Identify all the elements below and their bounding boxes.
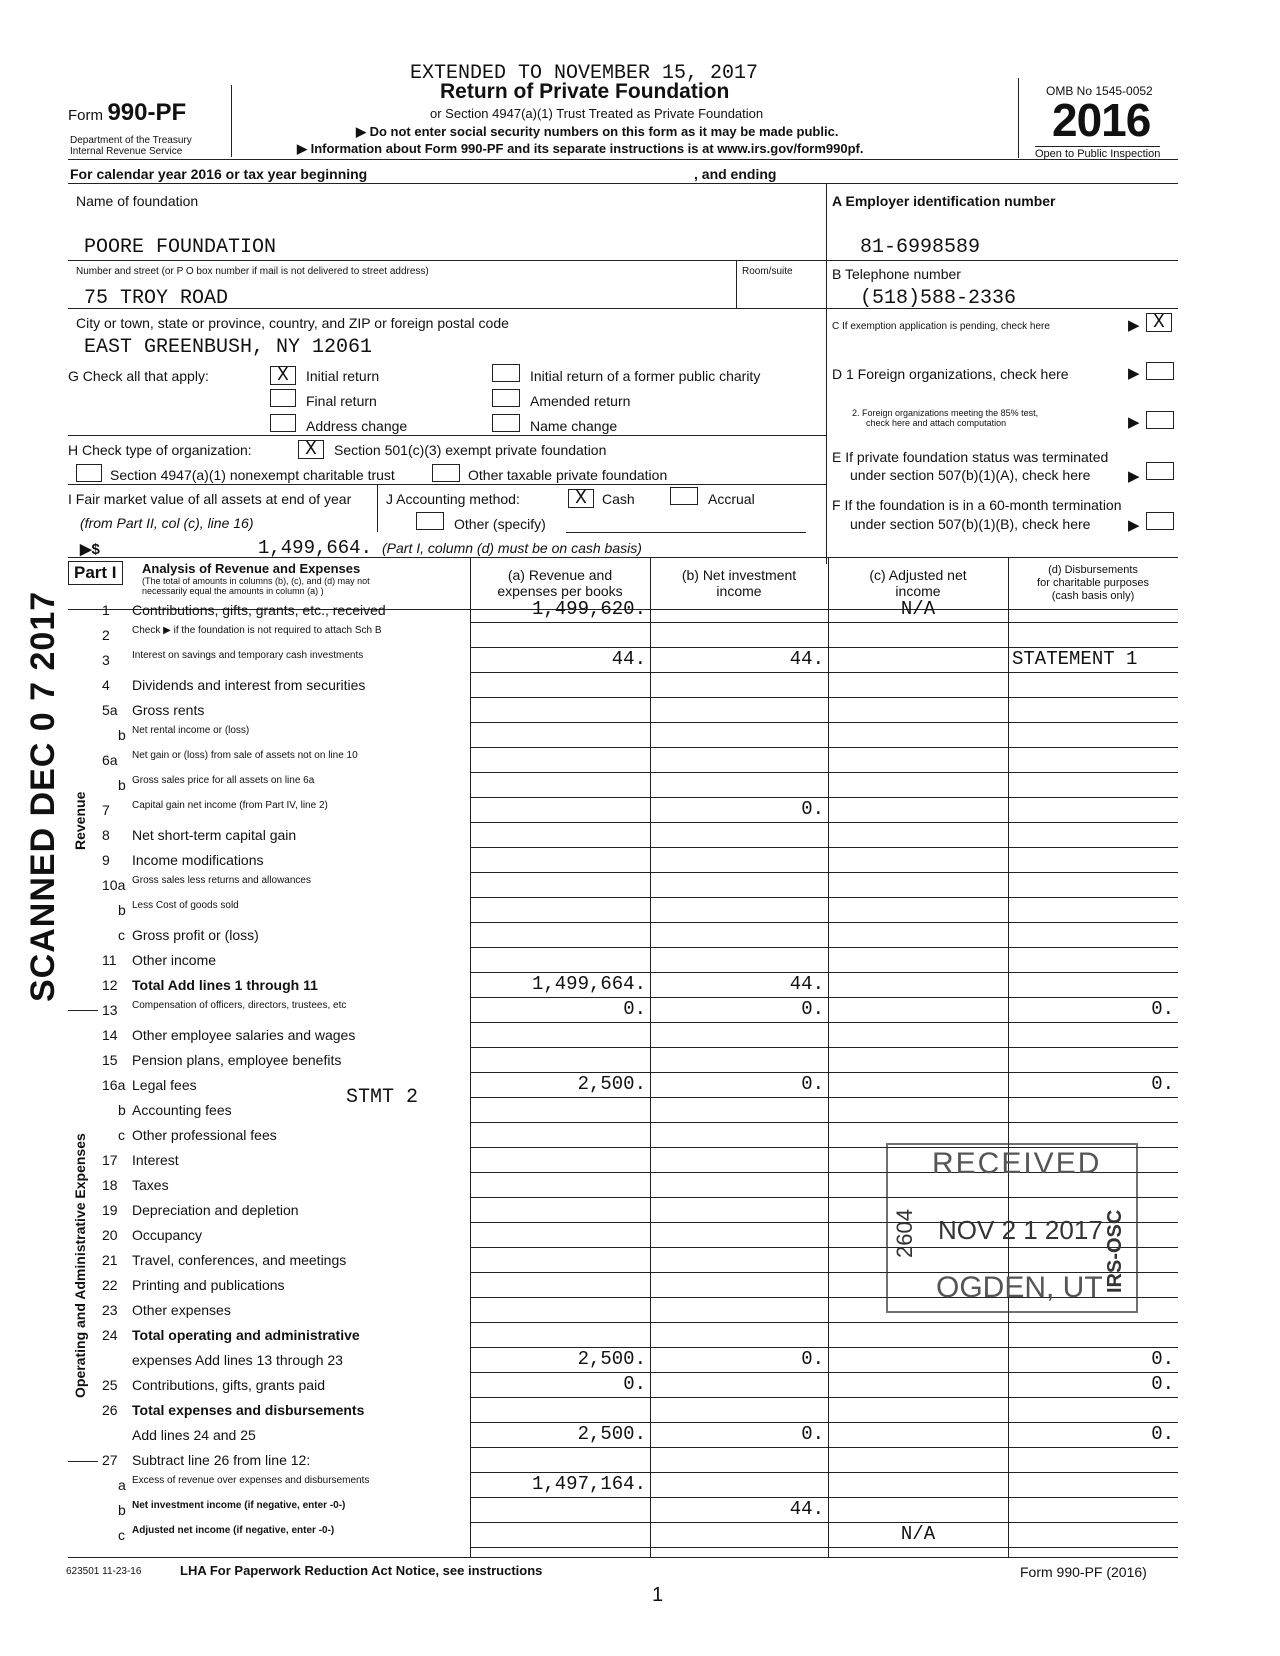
col-d-line2: for charitable purposes [1037,577,1149,589]
line-label: Other professional fees [132,1127,277,1143]
line-number: 16a [102,1077,126,1093]
address-change-label: Address change [306,418,408,434]
row-rule [470,697,1178,698]
cell-d: STATEMENT 1 [1012,648,1138,670]
line-number: 5a [102,702,118,718]
other-method-checkbox[interactable] [416,512,444,530]
fmv-dollar: ▶$ [80,541,100,558]
other-taxable-checkbox[interactable] [432,464,460,482]
line-label: Gross rents [132,702,205,718]
initial-return-checkbox[interactable]: X [270,366,296,385]
scanned-stamp: SCANNED DEC 0 7 2017 [24,590,62,1002]
line-number: 3 [102,652,110,668]
line-label: Travel, conferences, and meetings [132,1252,347,1268]
line-label: Other employee salaries and wages [132,1027,356,1043]
row-rule [470,947,1178,948]
footer-code: 623501 11-23-16 [66,1566,142,1577]
line-label: Depreciation and depletion [132,1202,299,1218]
part1-sub1: (The total of amounts in columns (b), (c), and (d) may not [142,576,370,586]
omb-number: OMB No 1545-0052 [1046,84,1153,98]
extended-notice: EXTENDED TO NOVEMBER 15, 2017 [410,62,759,85]
line-label: Interest [132,1152,179,1168]
ein-value: 81-6998589 [860,236,981,259]
cell-a: 1,497,164. [531,1473,646,1495]
foreign-org-checkbox[interactable] [1146,362,1174,380]
row-rule [470,1322,1178,1323]
city-value: EAST GREENBUSH, NY 12061 [84,336,373,359]
phone-value: (518)588-2336 [860,287,1017,310]
cell-d: 0. [1151,1373,1174,1395]
calendar-ending: , and ending [694,166,777,182]
line-number: 18 [102,1177,118,1193]
header-left-divider [231,85,232,157]
line-label: Net investment income (if negative, enter -0-) [132,1500,346,1511]
line-label: Printing and publications [132,1277,285,1293]
line-number: 9 [102,852,110,868]
cash-basis-note: (Part I, column (d) must be on cash basis) [382,540,642,556]
line-label: Gross sales less returns and allowances [132,875,311,886]
part1-tag: Part I [68,561,123,585]
arrow-icon: ▶ [1128,317,1140,334]
line-number: 8 [102,827,110,843]
amended-return-label: Amended return [530,393,631,409]
right-col-divider [826,183,827,564]
terminated-label-1: E If private foundation status was terminated [832,449,1109,465]
line-number: 20 [102,1227,118,1243]
address-change-checkbox[interactable] [270,414,296,432]
60month-checkbox[interactable] [1146,512,1174,530]
col-b-header [650,567,828,599]
cell-b: 0. [801,998,824,1020]
foundation-name: POORE FOUNDATION [84,236,277,259]
cell-a: 1,499,620. [531,598,646,620]
room-divider [736,260,737,308]
row-rule [470,1022,1178,1023]
line-label: Total expenses and disbursements [132,1402,365,1418]
line-number: 4 [102,677,110,693]
line-label: Legal fees [132,1077,197,1093]
line-label: Net gain or (loss) from sale of assets not on line 10 [132,750,358,761]
received-code: 2604 [892,1209,917,1258]
line-label: Interest on savings and temporary cash investments [132,650,364,661]
phone-label: B Telephone number [832,266,961,282]
col-a-line2: expenses per books [497,583,623,599]
street-label: Number and street (or P O box number if mail is not delivered to street address) [76,266,429,277]
street-value: 75 TROY ROAD [84,287,229,310]
cell-d: 0. [1151,1073,1174,1095]
line-number: b [118,727,126,743]
60month-label-2: under section 507(b)(1)(B), check here [850,516,1091,532]
footer-form: Form 990-PF (2016) [1020,1564,1147,1580]
received-city: OGDEN, UT [936,1271,1103,1304]
fmv-value: 1,499,664. [257,537,372,559]
line-number: 17 [102,1152,118,1168]
col-a-header [470,567,650,599]
col-divider-c [828,557,829,1557]
arrow-icon: ▶ [1128,517,1140,534]
line-label: Other expenses [132,1302,231,1318]
line-number: 11 [102,952,117,968]
line-label: Occupancy [132,1227,203,1243]
cash-label: Cash [602,491,635,507]
form-title: Return of Private Foundation [440,80,730,103]
line-label: Net short-term capital gain [132,827,297,843]
col-c-header [828,567,1008,599]
60month-label-1: F If the foundation is in a 60-month termination [832,497,1122,513]
line-number: 25 [102,1377,118,1393]
rule [68,484,826,485]
row-rule [470,872,1178,873]
line-number: 22 [102,1277,118,1293]
cell-d: 0. [1151,1423,1174,1445]
line-label: Accounting fees [132,1102,232,1118]
line-number: 26 [102,1402,118,1418]
line-label: Compensation of officers, directors, trustees, etc [132,1000,347,1011]
cell-a: 0. [623,998,646,1020]
cell-b: 44. [789,1498,824,1520]
h-label: H Check type of organization: [68,442,252,458]
line-label: Net rental income or (loss) [132,725,250,736]
ein-label: A Employer identification number [832,193,1056,209]
fmv-label-1: I Fair market value of all assets at end of year [68,491,352,507]
other-taxable-label: Other taxable private foundation [468,467,668,483]
line-label: Total Add lines 1 through 11 [132,977,318,993]
row-rule [470,1497,1178,1498]
page-number: 1 [652,1584,664,1606]
form-label [68,99,186,127]
line-number: 24 [102,1327,118,1343]
row-rule [470,1547,1178,1548]
col-d-line1: (d) Disbursements [1048,564,1138,576]
foreign-org-label: D 1 Foreign organizations, check here [832,366,1069,382]
line-number: b [118,902,126,918]
line-number: 14 [102,1027,118,1043]
line-label: Contributions, gifts, grants paid [132,1377,325,1393]
initial-return-label: Initial return [306,368,380,384]
final-return-checkbox[interactable] [270,389,296,407]
cell-d: 0. [1151,1348,1174,1370]
line-label: Less Cost of goods sold [132,900,239,911]
line-number: 21 [102,1252,118,1268]
col-a-line1: (a) Revenue and [507,567,613,583]
rule [68,260,1178,261]
footer-lha: LHA For Paperwork Reduction Act Notice, see instructions [180,1563,543,1578]
amended-return-checkbox[interactable] [492,389,520,407]
info-notice: ▶ Information about Form 990-PF and its separate instructions is at www.irs.gov/form990pf. [297,141,864,156]
501c3-checkbox[interactable]: X [298,440,324,459]
line-number: 7 [102,802,110,818]
city-label: City or town, state or province, country, and ZIP or foreign postal code [76,315,509,331]
cell-b: 0. [801,1348,824,1370]
row-rule [470,1397,1178,1398]
cell-c: N/A [900,1523,936,1545]
line-number: 23 [102,1302,118,1318]
row-rule [470,722,1178,723]
line-number: c [118,927,125,943]
g-label: G Check all that apply: [68,368,209,384]
cell-a: 44. [611,648,646,670]
form-prefix: Form [68,107,103,124]
row-rule [470,797,1178,798]
row-rule [470,822,1178,823]
other-method-label: Other (specify) [454,516,546,532]
calendar-label: For calendar year 2016 or tax year beginning [70,166,368,182]
initial-former-checkbox[interactable] [492,364,520,382]
line-number: b [118,777,126,793]
irs-osc: IRS-OSC [1104,1209,1126,1293]
rule [68,435,826,436]
cash-checkbox[interactable]: X [568,489,594,508]
cell-b: 44. [789,648,824,670]
line-label: Dividends and interest from securities [132,677,366,693]
row-rule [470,622,1178,623]
calendar-rule [68,183,1178,184]
header-right-divider [1018,78,1019,158]
line-label: Income modifications [132,852,264,868]
line-number: 27 [102,1452,118,1468]
exemption-pending-checkbox[interactable]: X [1146,313,1172,332]
line-label: Total operating and administrative [132,1327,360,1343]
cell-a: 1,499,664. [531,973,646,995]
line-number: a [118,1477,126,1493]
ij-divider [377,484,378,532]
line-number: b [118,1502,126,1518]
col-b-line2: income [716,583,762,599]
row-rule [470,672,1178,673]
received-date: NOV 2 1 2017 [938,1215,1103,1245]
cell-b: 0. [801,1073,824,1095]
terminated-label-2: under section 507(b)(1)(A), check here [850,467,1091,483]
col-b-line1: (b) Net investment [681,567,797,583]
stmt2-ref: STMT 2 [346,1086,419,1109]
fmv-label-2: (from Part II, col (c), line 16) [80,515,254,531]
line-number: 12 [102,977,118,993]
tax-year: 2016 [1052,94,1151,146]
row-rule [470,897,1178,898]
4947-label: Section 4947(a)(1) nonexempt charitable trust [110,467,395,483]
name-label: Name of foundation [76,193,199,209]
part1-title: Analysis of Revenue and Expenses [142,561,361,576]
line-label: Other income [132,952,217,968]
open-public: Open to Public Inspection [1035,148,1161,160]
arrow-icon: ▶ [1128,468,1140,485]
cell-a: 2,500. [577,1073,646,1095]
section-rule [68,1010,98,1011]
cell-b: 0. [801,1423,824,1445]
line-label: Excess of revenue over expenses and disbursements [132,1475,370,1486]
arrow-icon: ▶ [1128,414,1140,431]
arrow-icon: ▶ [1128,365,1140,382]
rule [68,557,1178,558]
row-rule [470,772,1178,773]
line-label: Gross sales price for all assets on line 6a [132,775,315,786]
footer-rule [68,1557,1178,1558]
col-divider-b [650,557,651,1557]
row-rule [470,922,1178,923]
line-number: c [118,1527,125,1543]
cell-a: 2,500. [577,1423,646,1445]
row-rule [470,1122,1178,1123]
accrual-checkbox[interactable] [670,487,698,505]
received-stamp [886,1143,1138,1313]
row-rule [470,1522,1178,1523]
col-d-header [1008,564,1178,603]
department: Department of the Treasury [70,135,192,146]
other-specify-line [566,532,806,533]
line-number: 10a [102,877,126,893]
exemption-pending-label: C If exemption application is pending, check here [832,321,1050,332]
line-number: b [118,1102,126,1118]
row-rule [470,847,1178,848]
row-rule [470,1047,1178,1048]
col-c-line1: (c) Adjusted net [869,567,967,583]
name-change-label: Name change [530,418,618,434]
col-divider-a [470,557,471,1557]
form-subtitle: or Section 4947(a)(1) Trust Treated as Private Foundation [430,106,764,121]
form-number: 990-PF [107,99,187,126]
revenue-side-label: Revenue [72,791,88,850]
irs: Internal Revenue Service [70,146,183,157]
row-rule [470,1097,1178,1098]
line-label: Add lines 24 and 25 [132,1427,256,1443]
room-label: Room/suite [742,266,793,277]
line-label: Capital gain net income (from Part IV, line 2) [132,800,328,811]
foreign-85-label-1: 2. Foreign organizations meeting the 85% test, [852,408,1039,418]
foreign-85-checkbox[interactable] [1146,411,1174,429]
foreign-85-label-2: check here and attach computation [866,418,1007,428]
line-number: 2 [102,627,110,643]
col-divider-d [1008,557,1009,1557]
cell-d: 0. [1151,998,1174,1020]
final-return-label: Final return [306,393,377,409]
section-rule [68,1461,98,1462]
part1-sub2: necessarily equal the amounts in column (a) ) [142,586,324,596]
cell-a: 2,500. [577,1348,646,1370]
501c3-label: Section 501(c)(3) exempt private foundation [334,442,607,458]
initial-former-label: Initial return of a former public charity [530,368,761,384]
line-number: 1 [102,602,110,618]
accrual-label: Accrual [708,491,755,507]
line-number: c [118,1127,125,1143]
ssn-notice: ▶ Do not enter social security numbers on this form as it may be made public. [356,124,839,139]
row-rule [470,1447,1178,1448]
cell-b: 0. [801,798,824,820]
received-text: RECEIVED [932,1147,1102,1180]
line-number: 13 [102,1002,118,1018]
line-number: 15 [102,1052,118,1068]
header-rule [68,159,1178,160]
expenses-side-label: Operating and Administrative Expenses [72,1133,88,1398]
line-number: 19 [102,1202,118,1218]
terminated-checkbox[interactable] [1146,462,1174,480]
accounting-label: J Accounting method: [386,491,520,507]
col-c-line2: income [895,583,941,599]
line-label: Check ▶ if the foundation is not required to attach Sch B [132,625,382,636]
line-label: Subtract line 26 from line 12: [132,1452,311,1468]
4947-checkbox[interactable] [76,464,102,482]
line-label: Contributions, gifts, grants, etc., received [132,602,386,618]
line-label: Gross profit or (loss) [132,927,259,943]
line-label: expenses Add lines 13 through 23 [132,1352,343,1368]
cell-b: 44. [789,973,824,995]
cell-a: 0. [623,1373,646,1395]
cell-c: N/A [900,598,936,620]
line-label: Adjusted net income (if negative, enter -0-) [132,1525,335,1536]
name-change-checkbox[interactable] [492,414,520,432]
row-rule [470,747,1178,748]
line-number: 6a [102,752,118,768]
line-label: Taxes [132,1177,169,1193]
col-d-line3: (cash basis only) [1051,590,1135,602]
line-label: Pension plans, employee benefits [132,1052,342,1068]
